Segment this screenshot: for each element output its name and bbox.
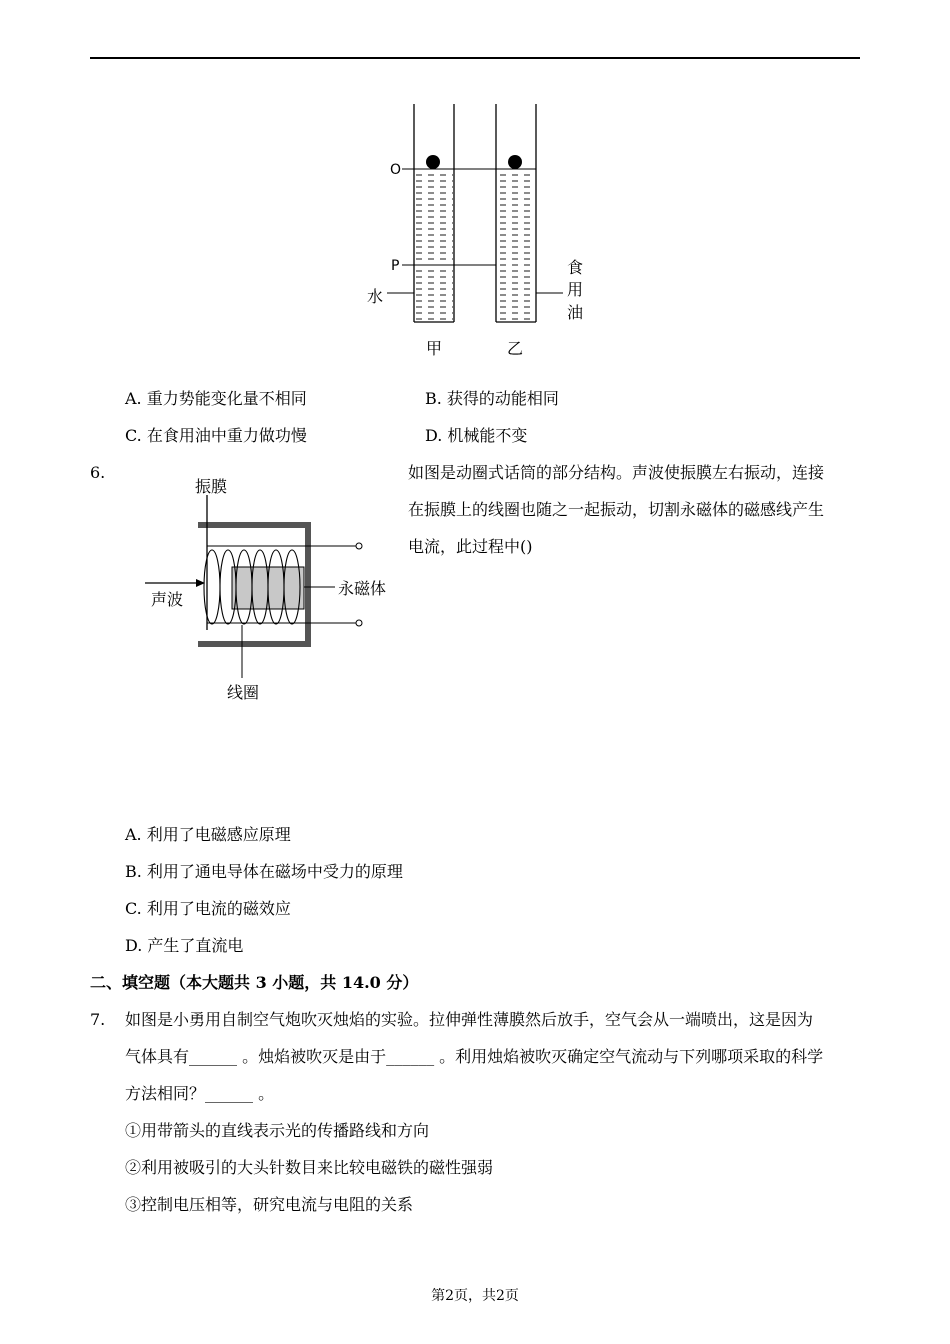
q6-option-b: B. 利用了通电导体在磁场中受力的原理	[125, 862, 403, 881]
tubes-figure	[355, 100, 605, 365]
q5-option-b: B. 获得的动能相同	[425, 389, 559, 408]
q6-option-c: C. 利用了电流的磁效应	[125, 899, 291, 918]
q7-number: 7.	[90, 1010, 106, 1029]
q7-line-2: 气体具有______ 。烛焰被吹灭是由于______ 。利用烛焰被吹灭确定空气流动与下列哪项采取的科学	[125, 1047, 824, 1066]
terminal-top	[356, 543, 362, 549]
q6-number: 6.	[90, 463, 106, 482]
label-magnet: 永磁体	[338, 579, 387, 598]
ball-right	[508, 155, 522, 169]
q6-stem-line-1: 如图是动圈式话筒的部分结构。声波使振膜左右振动，连接	[408, 463, 825, 482]
q6-option-d: D. 产生了直流电	[125, 936, 244, 955]
housing-right	[305, 522, 311, 647]
label-oil-1: 食	[567, 258, 584, 277]
microphone-figure	[135, 470, 400, 705]
tube-right	[496, 104, 536, 322]
label-coil: 线圈	[227, 683, 260, 702]
housing-bottom	[198, 641, 311, 647]
header-rule	[90, 57, 860, 59]
q7-line-3: 方法相同？______ 。	[125, 1084, 275, 1103]
q6-stem-line-3: 电流，此过程中()	[408, 537, 533, 556]
section-heading: 二、填空题（本大题共 3 小题，共 14.0 分）	[90, 973, 419, 992]
q5-option-d: D. 机械能不变	[425, 426, 528, 445]
page-footer: 第2页，共2页	[431, 1288, 519, 1304]
q5-option-c: C. 在食用油中重力做功慢	[125, 426, 307, 445]
label-water: 水	[367, 287, 384, 306]
label-jia: 甲	[426, 339, 443, 358]
label-oil-2: 用	[567, 280, 584, 299]
q7-item-3: ③控制电压相等，研究电流与电阻的关系	[125, 1195, 414, 1214]
label-yi: 乙	[507, 339, 524, 358]
ball-left	[426, 155, 440, 169]
q6-option-a: A. 利用了电磁感应原理	[125, 825, 291, 844]
label-o: O	[390, 162, 402, 178]
q7-item-1: ①用带箭头的直线表示光的传播路线和方向	[125, 1121, 430, 1140]
label-p: P	[391, 258, 400, 274]
tube-left	[414, 104, 454, 324]
q7-item-2: ②利用被吸引的大头针数目来比较电磁铁的磁性强弱	[125, 1158, 494, 1177]
housing-top	[198, 522, 311, 528]
label-diaphragm: 振膜	[195, 477, 228, 496]
terminal-bottom	[356, 620, 362, 626]
q5-option-a: A. 重力势能变化量不相同	[125, 389, 307, 408]
q6-stem-line-2: 在振膜上的线圈也随之一起振动，切割永磁体的磁感线产生	[408, 500, 825, 519]
q7-line-1: 如图是小勇用自制空气炮吹灭烛焰的实验。拉伸弹性薄膜然后放手，空气会从一端喷出，这是因为	[125, 1010, 814, 1029]
label-sound: 声波	[151, 590, 184, 609]
label-oil-3: 油	[567, 303, 584, 322]
